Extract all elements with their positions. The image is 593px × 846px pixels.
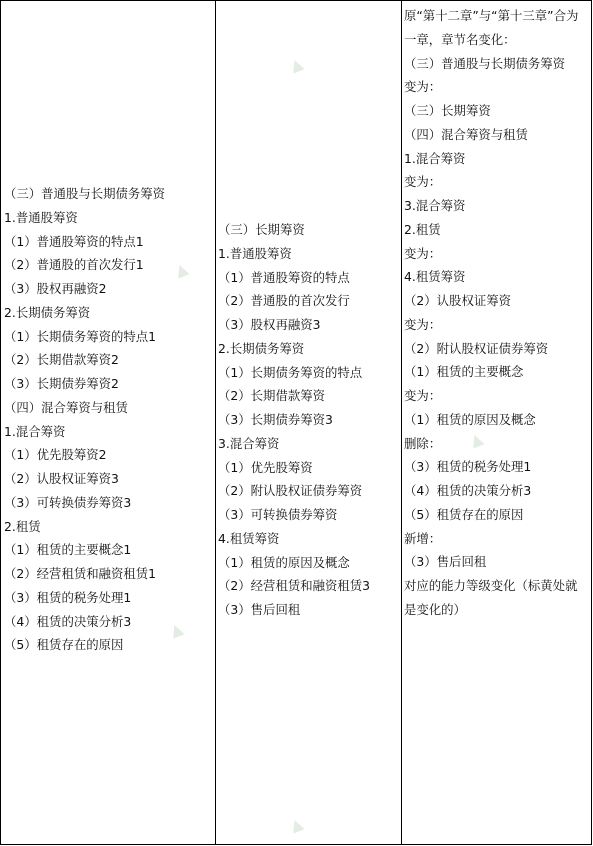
old-line: （3）股权再融资2 <box>4 281 107 296</box>
old-line: （四）混合筹资与租赁 <box>4 399 128 415</box>
change-line: 变为： <box>404 174 442 190</box>
change-line: （2）附认股权证债券筹资 <box>404 340 549 356</box>
change-line: 变为： <box>404 245 442 261</box>
new-line: （1）长期债务筹资的特点 <box>218 364 363 380</box>
new-line: 1.普通股筹资 <box>218 245 292 261</box>
new-line: （2）经营租赁和融资租赁3 <box>218 578 371 594</box>
new-line: （2）长期借款筹资 <box>218 388 326 404</box>
change-line: （三）长期筹资 <box>404 103 491 118</box>
old-line: （3）可转换债券筹资3 <box>4 494 132 510</box>
change-line: 变为： <box>404 388 442 403</box>
old-line: （1）长期债务筹资的特点1 <box>4 328 157 344</box>
change-line: 新增： <box>404 530 442 546</box>
change-line: 1.混合筹资 <box>404 150 466 166</box>
change-line: 对应的能力等级变化（标黄处就是变化的） <box>404 578 578 617</box>
watermark-mark: ▲ <box>171 258 191 281</box>
change-line: （4）租赁的决策分析3 <box>404 483 532 498</box>
new-line: （三）长期筹资 <box>218 222 305 237</box>
change-line: （3）租赁的税务处理1 <box>404 459 532 475</box>
change-line: 变为： <box>404 79 442 95</box>
old-line: （2）普通股的首次发行1 <box>4 257 144 273</box>
old-line: （1）租赁的主要概念1 <box>4 542 132 558</box>
change-line: （1）租赁的主要概念 <box>404 364 524 380</box>
new-line: 4.租赁筹资 <box>218 530 280 546</box>
change-line: （3）售后回租 <box>404 554 487 570</box>
old-line: （3）租赁的税务处理1 <box>4 589 132 605</box>
old-line: 1.普通股筹资 <box>4 209 78 225</box>
watermark-mark: ▲ <box>166 618 186 641</box>
change-line: 变为： <box>404 316 442 332</box>
new-outline-column <box>218 218 398 622</box>
new-line: （3）股权再融资3 <box>218 317 321 332</box>
change-line: 2.租赁 <box>404 221 441 237</box>
new-line: （1）优先股筹资 <box>218 459 313 475</box>
new-line: （3）长期债券筹资3 <box>218 412 333 427</box>
old-line: （4）租赁的决策分析3 <box>4 613 132 629</box>
old-line: （1）优先股筹资2 <box>4 447 107 463</box>
new-line: （2）附认股权证债券筹资 <box>218 483 363 499</box>
column-divider-1 <box>215 0 216 845</box>
change-line: 删除： <box>404 435 442 451</box>
change-line: （三）普通股与长期债务筹资 <box>404 55 566 71</box>
old-line: （5）租赁存在的原因 <box>4 637 124 653</box>
change-notes-column <box>404 4 580 622</box>
old-line: （1）普通股筹资的特点1 <box>4 233 144 249</box>
new-line: （1）普通股筹资的特点 <box>218 269 350 285</box>
old-outline-column <box>4 182 212 657</box>
old-line: （2）长期借款筹资2 <box>4 352 119 368</box>
new-line: 3.混合筹资 <box>218 435 280 451</box>
old-line: 1.混合筹资 <box>4 423 66 439</box>
old-line: （3）长期债券筹资2 <box>4 376 119 391</box>
old-line: （2）认股权证筹资3 <box>4 471 119 486</box>
watermark-mark: ▲ <box>286 813 306 836</box>
change-line: （2）认股权证筹资 <box>404 293 512 308</box>
old-line: （2）经营租赁和融资租赁1 <box>4 566 157 581</box>
old-line: （三）普通股与长期债务筹资 <box>4 186 166 201</box>
watermark-mark: ▲ <box>286 53 306 76</box>
new-line: （3）可转换债券筹资 <box>218 507 338 522</box>
change-line: 原“第十二章”与“第十三章”合为一章，章节名变化： <box>404 8 579 47</box>
change-line: （四）混合筹资与租赁 <box>404 126 528 142</box>
new-line: 2.长期债务筹资 <box>218 340 305 356</box>
column-divider-2 <box>401 0 402 845</box>
change-line: 3.混合筹资 <box>404 198 466 213</box>
old-line: 2.长期债务筹资 <box>4 304 91 320</box>
new-line: （2）普通股的首次发行 <box>218 293 350 309</box>
change-line: 4.租赁筹资 <box>404 269 466 285</box>
change-line: （5）租赁存在的原因 <box>404 506 524 522</box>
change-line: （1）租赁的原因及概念 <box>404 411 536 427</box>
new-line: （1）租赁的原因及概念 <box>218 554 350 570</box>
new-line: （3）售后回租 <box>218 602 301 617</box>
watermark-mark: ▲ <box>466 428 486 451</box>
old-line: 2.租赁 <box>4 518 41 534</box>
